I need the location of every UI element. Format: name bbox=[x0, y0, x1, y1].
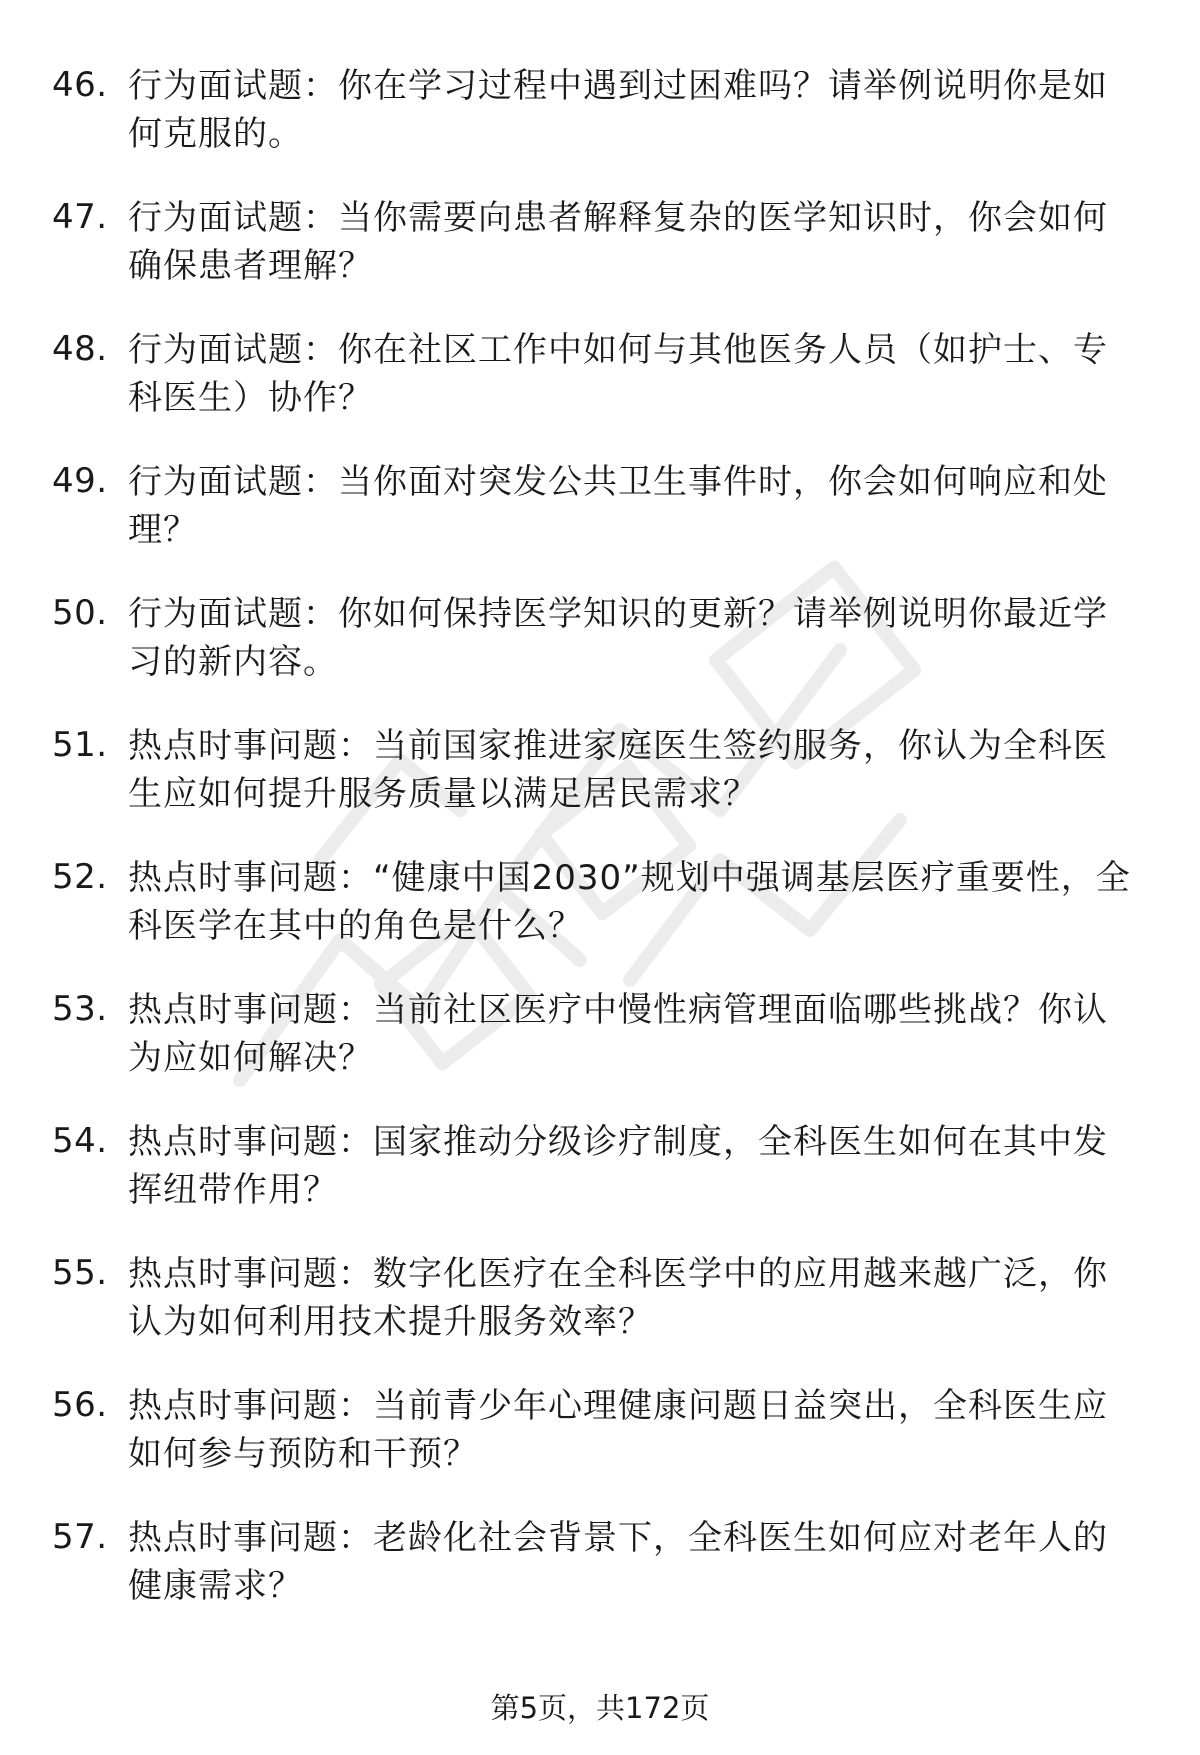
question-number: 56. bbox=[52, 1385, 108, 1425]
question-item bbox=[52, 62, 1142, 194]
question-item bbox=[52, 326, 1142, 458]
question-number: 49. bbox=[52, 461, 108, 501]
question-item bbox=[52, 1382, 1142, 1514]
question-item bbox=[52, 458, 1142, 590]
question-number: 54. bbox=[52, 1121, 108, 1161]
question-text: 热点时事问题：当前国家推进家庭医生签约服务，你认为全科医生应如何提升服务质量以满足居民需求？ bbox=[128, 726, 1108, 814]
question-item bbox=[52, 722, 1142, 854]
question-text: 行为面试题：你在学习过程中遇到过困难吗？请举例说明你是如何克服的。 bbox=[128, 66, 1108, 154]
question-number: 51. bbox=[52, 725, 108, 765]
question-item bbox=[52, 854, 1142, 986]
page-footer: 第5页，共172页 bbox=[490, 1691, 710, 1725]
question-number: 50. bbox=[52, 593, 108, 633]
question-item bbox=[52, 1118, 1142, 1250]
question-number: 55. bbox=[52, 1253, 108, 1293]
question-item bbox=[52, 986, 1142, 1118]
question-text: 热点时事问题：“健康中国2030”规划中强调基层医疗重要性，全科医学在其中的角色是什么？ bbox=[128, 858, 1131, 946]
question-text: 热点时事问题：国家推动分级诊疗制度，全科医生如何在其中发挥纽带作用？ bbox=[128, 1122, 1108, 1210]
question-item bbox=[52, 1250, 1142, 1382]
question-item bbox=[52, 590, 1142, 722]
question-text: 行为面试题：你在社区工作中如何与其他医务人员（如护士、专科医生）协作？ bbox=[128, 330, 1108, 418]
question-number: 57. bbox=[52, 1517, 108, 1557]
question-text: 热点时事问题：数字化医疗在全科医学中的应用越来越广泛，你认为如何利用技术提升服务效率？ bbox=[128, 1254, 1108, 1342]
question-text: 热点时事问题：当前社区医疗中慢性病管理面临哪些挑战？你认为应如何解决？ bbox=[128, 990, 1108, 1078]
question-number: 47. bbox=[52, 197, 108, 237]
question-item bbox=[52, 194, 1142, 326]
question-number: 48. bbox=[52, 329, 108, 369]
question-list bbox=[52, 62, 1142, 1646]
question-item bbox=[52, 1514, 1142, 1646]
question-text: 热点时事问题：当前青少年心理健康问题日益突出，全科医生应如何参与预防和干预？ bbox=[128, 1386, 1108, 1474]
question-text: 热点时事问题：老龄化社会背景下，全科医生如何应对老年人的健康需求？ bbox=[128, 1518, 1108, 1606]
question-number: 52. bbox=[52, 857, 108, 897]
question-text: 行为面试题：当你需要向患者解释复杂的医学知识时，你会如何确保患者理解？ bbox=[128, 198, 1108, 286]
question-text: 行为面试题：当你面对突发公共卫生事件时，你会如何响应和处理？ bbox=[128, 462, 1108, 550]
question-text: 行为面试题：你如何保持医学知识的更新？请举例说明你最近学习的新内容。 bbox=[128, 594, 1108, 682]
question-number: 46. bbox=[52, 65, 108, 105]
question-number: 53. bbox=[52, 989, 108, 1029]
